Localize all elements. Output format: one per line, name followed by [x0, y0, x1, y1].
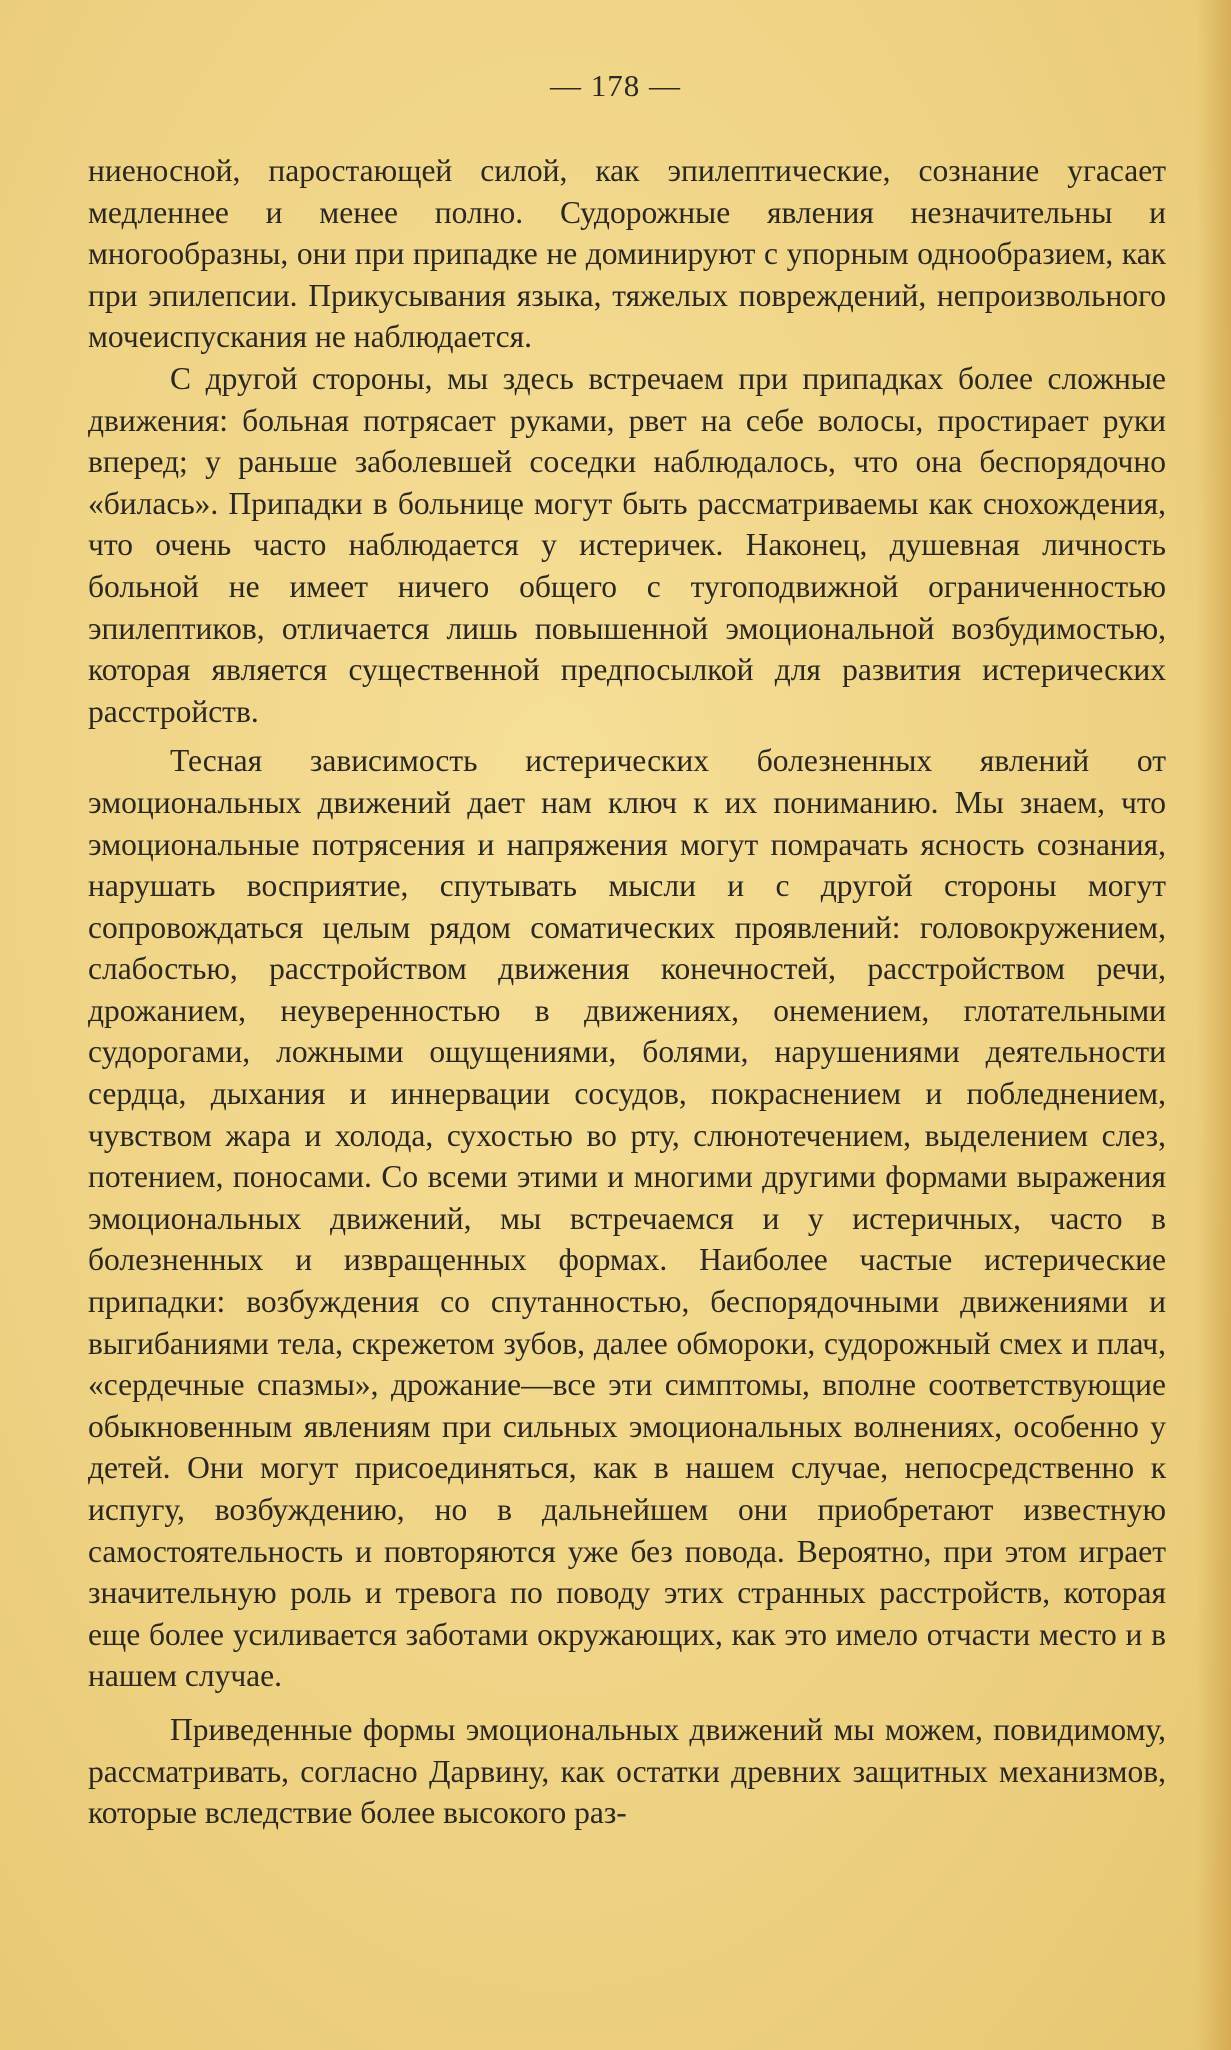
paragraph-4: Приведенные формы эмоциональных движений мы можем, повидимому, рассматривать, согласно Дарвину, как остатки древних защитных механизмов, которые вследствие более высокого раз- [88, 1711, 1166, 1831]
page-number: — 178 — [550, 68, 681, 103]
paragraph-1: ниеносной, паростающей силой, как эпилептические, сознание угасает медленнее и менее полно. Судорожные явления незначительны и многообразны, они при припадке не доминируют с упорным однообразием, как при эпилепсии. Прикусывания языка, тяжелых повреждений, непроизвольного мочеиспускания не наблюдается. [88, 153, 1166, 355]
paragraph-2: С другой стороны, мы здесь встречаем при припадках более сложные движения: больная потрясает руками, рвет на себе волосы, простирает руки вперед; у раньше заболевшей соседки наблюдалось, что она беспорядочно «билась». Припадки в больнице могут быть рассматриваемы как снохождения, что очень часто наблюдается у истеричек. Наконец, душевная личность больной не имеет ничего общего с тугоподвижной ограниченностью эпилептиков, отличается лишь повышенной эмоциональной возбудимостью, которая является существенной предпосылкой для развития истерических расстройств. [88, 360, 1166, 729]
paragraph-3: Тесная зависимость истерических болезненных явлений от эмоциональных движений дает нам ключ к их пониманию. Мы знаем, что эмоциональные потрясения и напряжения могут помрачать ясность сознания, нарушать восприятие, спутывать мысли и с другой стороны могут сопровождаться целым рядом соматических проявлений: головокружением, слабостью, расстройством движения конечностей, расстройством речи, дрожанием, неуверенностью в движениях, онемением, глотательными судорогами, ложными ощущениями, болями, нарушениями деятельности сердца, дыхания и иннервации сосудов, покраснением и побледнением, чувством жара и холода, сухостью во рту, слюнотечением, выделением слез, потением, поносами. Со всеми этими и многими другими формами выражения эмоциональных движений, мы встречаемся и у истеричных, часто в болезненных и извращенных формах. Наиболее частые истерические припадки: возбуждения со спутанностью, беспорядочными движениями и выгибаниями тела, скрежетом зубов, далее обмороки, судорожный смех и плач, «сердечные спазмы», дрожание—все эти симптомы, вполне соответствующие обыкновенным явлениям при сильных эмоциональных волнениях, особенно у детей. Они могут присоединяться, как в нашем случае, непосредственно к испугу, возбуждению, но в дальнейшем они приобретают известную самостоятельность и повторяются уже без повода. Вероятно, при этом играет значительную роль и тревога по поводу этих странных расстройств, которая еще более усиливается заботами окружающих, как это имело отчасти место и в нашем случае. [88, 743, 1166, 1694]
body-text [88, 150, 1166, 1834]
page-edge-shadow [1197, 0, 1231, 2050]
